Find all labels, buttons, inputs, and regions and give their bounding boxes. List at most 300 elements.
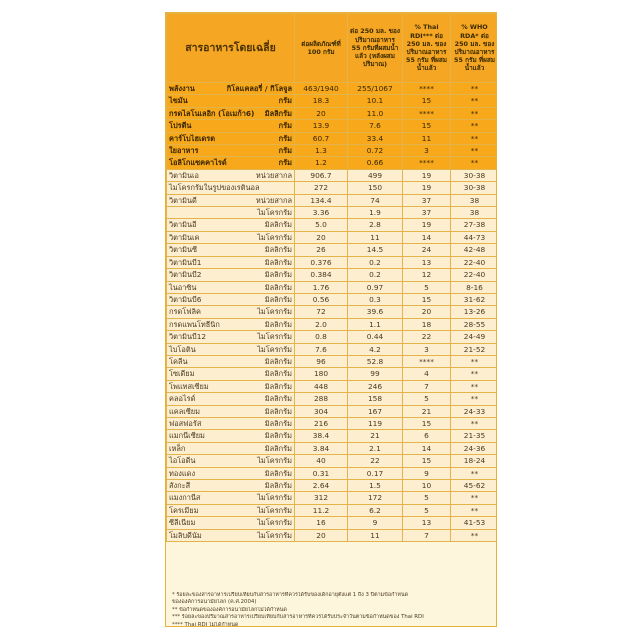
value-cell-4: ** <box>451 504 498 516</box>
nutrient-unit: กรัม <box>278 146 292 156</box>
value-cell-1: 72 <box>295 306 348 318</box>
nutrient-unit: ไมโครกรัม <box>257 208 292 218</box>
value-cell-4: 42-48 <box>451 244 498 256</box>
nutrient-cell <box>167 231 295 243</box>
value-cell-3: **** <box>403 83 451 95</box>
value-cell-4: 41-53 <box>451 517 498 529</box>
table-row <box>167 107 498 119</box>
value-cell-1: 3.36 <box>295 207 348 219</box>
value-cell-1: 304 <box>295 405 348 417</box>
value-cell-2: 167 <box>348 405 403 417</box>
nutrient-name: วิตามินบี12 <box>169 332 207 342</box>
value-cell-1: 448 <box>295 380 348 392</box>
value-cell-1: 463/1940 <box>295 83 348 95</box>
value-cell-3: 5 <box>403 492 451 504</box>
value-cell-4: 24-33 <box>451 405 498 417</box>
value-cell-2: 6.2 <box>348 504 403 516</box>
nutrient-name: ฟอสฟอรัส <box>169 418 202 428</box>
value-cell-1: 20 <box>295 107 348 119</box>
nutrient-name: วิตามินเค <box>169 232 200 242</box>
value-cell-3: 5 <box>403 393 451 405</box>
nutrient-name: คาร์โบไฮเดรต <box>169 133 216 143</box>
value-cell-3: 37 <box>403 207 451 219</box>
nutrient-name: ไนอาซิน <box>169 282 197 292</box>
table-row <box>167 492 498 504</box>
header-per-250ml: ต่อ 250 มล. ของปริมาณอาหาร 55 กรัมที่ผสมน้ำแล้ว (หลังผสมปริมาณ) <box>348 14 403 83</box>
table-row <box>167 430 498 442</box>
value-cell-1: 0.8 <box>295 331 348 343</box>
table-row <box>167 132 498 144</box>
nutrient-name: วิตามินอี <box>169 220 197 230</box>
value-cell-1: 0.384 <box>295 269 348 281</box>
table-row <box>167 455 498 467</box>
value-cell-1: 13.9 <box>295 120 348 132</box>
value-cell-3: 5 <box>403 504 451 516</box>
nutrient-name: ไอโอดีน <box>169 456 196 466</box>
value-cell-2: 2.1 <box>348 442 403 454</box>
nutrient-name: วิตามินบี2 <box>169 270 202 280</box>
nutrient-cell <box>167 281 295 293</box>
value-cell-4: 27-38 <box>451 219 498 231</box>
nutrient-unit: หน่วยสากล <box>255 195 292 205</box>
value-cell-3: 19 <box>403 169 451 181</box>
value-cell-3: 10 <box>403 480 451 492</box>
nutrient-cell <box>167 430 295 442</box>
nutrient-unit: ไมโครกรัม <box>257 307 292 317</box>
value-cell-1: 2.0 <box>295 318 348 330</box>
nutrient-unit: กรัม <box>278 133 292 143</box>
nutrient-name: โอลิโกแซคคาไรด์ <box>169 158 227 168</box>
footnote-line: ขององค์การอนามัยโลก (ค.ศ.2004) <box>172 599 257 606</box>
table-row <box>167 194 498 206</box>
table-row <box>167 256 498 268</box>
table-row <box>167 145 498 157</box>
value-cell-1: 5.0 <box>295 219 348 231</box>
nutrient-name: ทองแดง <box>169 468 196 478</box>
value-cell-2: 150 <box>348 182 403 194</box>
nutrient-name: วิตามินซี <box>169 245 198 255</box>
nutrient-name: กรดไลโนเลอิก (โอเมก้า6) <box>169 108 255 118</box>
nutrient-unit: ไมโครกรัม <box>257 493 292 503</box>
nutrient-cell <box>167 331 295 343</box>
header-thai-rdi: % Thai RDI*** ต่อ 250 มล. ของปริมาณอาหาร 55 กรัม ที่ผสมน้ำแล้ว <box>403 14 451 83</box>
nutrient-cell <box>167 107 295 119</box>
nutrient-cell <box>167 120 295 132</box>
value-cell-3: 7 <box>403 529 451 541</box>
value-cell-1: 0.31 <box>295 467 348 479</box>
table-row <box>167 169 498 181</box>
value-cell-4: ** <box>451 417 498 429</box>
value-cell-4: ** <box>451 95 498 107</box>
nutrient-cell <box>167 132 295 144</box>
value-cell-1: 38.4 <box>295 430 348 442</box>
nutrient-unit: มิลลิกรัม <box>264 369 292 379</box>
value-cell-1: 180 <box>295 368 348 380</box>
value-cell-4: 21-35 <box>451 430 498 442</box>
value-cell-2: 255/1067 <box>348 83 403 95</box>
nutrient-unit: ไมโครกรัม <box>257 456 292 466</box>
nutrient-name: แคลเซียม <box>169 406 200 416</box>
nutrient-cell <box>167 343 295 355</box>
table-row <box>167 244 498 256</box>
table-row <box>167 504 498 516</box>
value-cell-3: 21 <box>403 405 451 417</box>
nutrient-unit: ไมโครกรัม <box>257 344 292 354</box>
nutrient-name: โมลิบดีนัม <box>169 530 202 540</box>
nutrient-unit: มิลลิกรัม <box>264 394 292 404</box>
nutrient-cell <box>167 306 295 318</box>
table-row <box>167 182 498 194</box>
nutrient-cell <box>167 492 295 504</box>
nutrient-unit: มิลลิกรัม <box>264 443 292 453</box>
value-cell-4: 24-49 <box>451 331 498 343</box>
value-cell-3: 19 <box>403 219 451 231</box>
value-cell-2: 0.2 <box>348 256 403 268</box>
value-cell-2: 10.1 <box>348 95 403 107</box>
nutrient-unit: มิลลิกรัม <box>264 294 292 304</box>
nutrient-unit: ไมโครกรัม <box>257 505 292 515</box>
nutrient-unit: ไมโครกรัม <box>257 232 292 242</box>
value-cell-3: **** <box>403 355 451 367</box>
nutrient-cell <box>167 194 295 206</box>
footnote-line: *** ร้อยละของปริมาณสารอาหารเปรียบเทียบกับสารอาหารที่ควรได้รับประจำวันตามข้อกำหนดของ Thai RDI <box>172 614 424 621</box>
nutrient-cell <box>167 95 295 107</box>
nutrient-cell <box>167 405 295 417</box>
value-cell-4: ** <box>451 368 498 380</box>
value-cell-1: 16 <box>295 517 348 529</box>
nutrient-name: วิตามินบี6 <box>169 294 202 304</box>
nutrient-unit: มิลลิกรัม <box>264 270 292 280</box>
value-cell-3: 22 <box>403 331 451 343</box>
nutrient-unit: มิลลิกรัม <box>264 220 292 230</box>
value-cell-2: 22 <box>348 455 403 467</box>
nutrition-table <box>166 13 497 542</box>
table-row <box>167 517 498 529</box>
value-cell-3: 3 <box>403 343 451 355</box>
value-cell-2: 14.5 <box>348 244 403 256</box>
value-cell-4: 30-38 <box>451 169 498 181</box>
value-cell-1: 18.3 <box>295 95 348 107</box>
table-row <box>167 157 498 169</box>
nutrient-unit: ไมโครกรัม <box>257 518 292 528</box>
nutrient-cell <box>167 318 295 330</box>
value-cell-2: 4.2 <box>348 343 403 355</box>
value-cell-3: 13 <box>403 517 451 529</box>
value-cell-1: 1.3 <box>295 145 348 157</box>
nutrient-name: โซเดียม <box>169 369 195 379</box>
table-row <box>167 405 498 417</box>
value-cell-2: 0.66 <box>348 157 403 169</box>
nutrient-cell <box>167 417 295 429</box>
table-row <box>167 442 498 454</box>
value-cell-3: 15 <box>403 417 451 429</box>
value-cell-2: 33.4 <box>348 132 403 144</box>
value-cell-2: 0.44 <box>348 331 403 343</box>
nutrient-unit: มิลลิกรัม <box>264 406 292 416</box>
value-cell-1: 20 <box>295 231 348 243</box>
value-cell-2: 0.72 <box>348 145 403 157</box>
nutrient-name: เหล็ก <box>169 443 186 453</box>
value-cell-4: ** <box>451 393 498 405</box>
value-cell-2: 246 <box>348 380 403 392</box>
nutrient-name: ซีลีเนียม <box>169 518 196 528</box>
nutrient-name: วิตามินดี <box>169 195 197 205</box>
table-row <box>167 480 498 492</box>
table-row <box>167 393 498 405</box>
table-row <box>167 95 498 107</box>
value-cell-2: 39.6 <box>348 306 403 318</box>
value-cell-2: 11 <box>348 529 403 541</box>
value-cell-1: 11.2 <box>295 504 348 516</box>
table-row <box>167 355 498 367</box>
nutrient-name: โคลีน <box>169 356 188 366</box>
value-cell-3: 7 <box>403 380 451 392</box>
value-cell-3: 12 <box>403 269 451 281</box>
value-cell-3: 15 <box>403 293 451 305</box>
nutrient-cell <box>167 368 295 380</box>
value-cell-3: 20 <box>403 306 451 318</box>
value-cell-4: 13-26 <box>451 306 498 318</box>
nutrient-name: คลอไรด์ <box>169 394 196 404</box>
table-row <box>167 219 498 231</box>
nutrient-name: โครเมียม <box>169 505 199 515</box>
nutrient-name: พลังงาน <box>169 84 195 93</box>
value-cell-4: ** <box>451 157 498 169</box>
value-cell-3: 9 <box>403 467 451 479</box>
value-cell-1: 3.84 <box>295 442 348 454</box>
value-cell-1: 1.2 <box>295 157 348 169</box>
value-cell-3: 19 <box>403 182 451 194</box>
value-cell-4: ** <box>451 83 498 95</box>
nutrient-name: สังกะสี <box>169 481 191 490</box>
nutrition-card <box>165 12 497 627</box>
nutrient-cell <box>167 83 295 95</box>
value-cell-4: ** <box>451 107 498 119</box>
value-cell-3: 11 <box>403 132 451 144</box>
table-row <box>167 529 498 541</box>
value-cell-1: 96 <box>295 355 348 367</box>
value-cell-1: 26 <box>295 244 348 256</box>
nutrient-cell <box>167 157 295 169</box>
value-cell-3: 5 <box>403 281 451 293</box>
value-cell-4: 38 <box>451 194 498 206</box>
table-row <box>167 83 498 95</box>
value-cell-1: 1.76 <box>295 281 348 293</box>
value-cell-1: 60.7 <box>295 132 348 144</box>
nutrient-cell <box>167 467 295 479</box>
nutrient-unit: ไมโครกรัม <box>257 332 292 342</box>
nutrient-name: กรดโฟลิค <box>169 307 201 317</box>
nutrient-unit: กรัม <box>278 158 292 168</box>
value-cell-3: 14 <box>403 231 451 243</box>
value-cell-3: **** <box>403 107 451 119</box>
table-row <box>167 120 498 132</box>
value-cell-4: ** <box>451 467 498 479</box>
header-nutrient: สารอาหารโดยเฉลี่ย <box>167 14 295 83</box>
nutrient-name: วิตามินเอ <box>169 170 199 180</box>
value-cell-2: 1.5 <box>348 480 403 492</box>
value-cell-3: 4 <box>403 368 451 380</box>
nutrient-cell <box>167 355 295 367</box>
value-cell-4: 38 <box>451 207 498 219</box>
value-cell-2: 1.9 <box>348 207 403 219</box>
nutrient-name: แมกนีเซียม <box>169 431 205 441</box>
nutrient-name: วิตามินบี1 <box>169 257 202 267</box>
header-who-rda: % WHO RDA* ต่อ 250 มล. ของปริมาณอาหาร 55 กรัม ที่ผสมน้ำแล้ว <box>451 14 498 83</box>
value-cell-4: ** <box>451 355 498 367</box>
nutrient-unit: กรัม <box>278 96 292 106</box>
value-cell-2: 499 <box>348 169 403 181</box>
nutrient-unit: มิลลิกรัม <box>264 245 292 255</box>
table-row <box>167 231 498 243</box>
value-cell-2: 0.17 <box>348 467 403 479</box>
value-cell-4: 45-62 <box>451 480 498 492</box>
nutrient-cell <box>167 480 295 492</box>
value-cell-4: 22-40 <box>451 256 498 268</box>
nutrient-unit: มิลลิกรัม <box>264 282 292 292</box>
nutrient-cell <box>167 504 295 516</box>
value-cell-1: 0.376 <box>295 256 348 268</box>
table-row <box>167 331 498 343</box>
value-cell-2: 11.0 <box>348 107 403 119</box>
nutrient-unit: มิลลิกรัม <box>264 108 292 118</box>
value-cell-3: 3 <box>403 145 451 157</box>
header-per-100g: ต่อผลิตภัณฑ์ที่ 100 กรัม <box>295 14 348 83</box>
table-header-row <box>167 14 498 83</box>
nutrient-name: ไขมัน <box>169 96 188 106</box>
value-cell-2: 7.6 <box>348 120 403 132</box>
nutrient-cell <box>167 269 295 281</box>
nutrient-unit: มิลลิกรัม <box>264 381 292 391</box>
value-cell-1: 7.6 <box>295 343 348 355</box>
value-cell-4: ** <box>451 380 498 392</box>
nutrient-unit: กรัม <box>278 121 292 131</box>
value-cell-4: 24-36 <box>451 442 498 454</box>
value-cell-1: 288 <box>295 393 348 405</box>
table-row <box>167 306 498 318</box>
nutrient-unit: มิลลิกรัม <box>264 418 292 428</box>
value-cell-3: 13 <box>403 256 451 268</box>
nutrient-cell <box>167 169 295 181</box>
value-cell-3: 15 <box>403 120 451 132</box>
value-cell-2: 172 <box>348 492 403 504</box>
value-cell-1: 20 <box>295 529 348 541</box>
value-cell-4: 21-52 <box>451 343 498 355</box>
nutrient-cell <box>167 293 295 305</box>
value-cell-3: 24 <box>403 244 451 256</box>
value-cell-1: 134.4 <box>295 194 348 206</box>
value-cell-2: 99 <box>348 368 403 380</box>
value-cell-4: 30-38 <box>451 182 498 194</box>
nutrient-unit: มิลลิกรัม <box>264 468 292 478</box>
table-row <box>167 269 498 281</box>
nutrient-cell <box>167 393 295 405</box>
value-cell-4: ** <box>451 145 498 157</box>
nutrient-cell <box>167 529 295 541</box>
value-cell-4: 18-24 <box>451 455 498 467</box>
value-cell-2: 21 <box>348 430 403 442</box>
value-cell-3: 18 <box>403 318 451 330</box>
table-row <box>167 343 498 355</box>
nutrient-name: โพแทสเซียม <box>169 381 209 391</box>
nutrient-unit: มิลลิกรัม <box>264 431 292 441</box>
value-cell-4: 31-62 <box>451 293 498 305</box>
nutrient-name: ไบโอติน <box>169 344 196 354</box>
nutrient-cell <box>167 145 295 157</box>
nutrient-unit: กิโลแคลอรี่ / กิโลจูล <box>226 84 292 93</box>
nutrient-unit: มิลลิกรัม <box>264 319 292 329</box>
table-row <box>167 368 498 380</box>
value-cell-2: 0.3 <box>348 293 403 305</box>
footnote-line: ** ข้อกำหนดขององค์การอนามัยโลกไม่ได้กำหนด <box>172 606 287 613</box>
value-cell-3: 37 <box>403 194 451 206</box>
value-cell-1: 272 <box>295 182 348 194</box>
nutrient-unit: มิลลิกรัม <box>264 257 292 267</box>
footnote-line: **** Thai RDI ไม่ได้กำหนด <box>172 621 239 627</box>
value-cell-2: 0.97 <box>348 281 403 293</box>
nutrient-unit: ไมโครกรัม <box>257 530 292 540</box>
nutrient-cell <box>167 256 295 268</box>
value-cell-2: 2.8 <box>348 219 403 231</box>
nutrient-name: ไมโครกรัมในรูปของเรตินอล <box>169 183 260 193</box>
nutrient-cell <box>167 442 295 454</box>
value-cell-1: 2.64 <box>295 480 348 492</box>
value-cell-1: 40 <box>295 455 348 467</box>
value-cell-1: 312 <box>295 492 348 504</box>
table-row <box>167 293 498 305</box>
value-cell-2: 158 <box>348 393 403 405</box>
table-row <box>167 467 498 479</box>
value-cell-4: 22-40 <box>451 269 498 281</box>
value-cell-4: 8-16 <box>451 281 498 293</box>
nutrient-cell <box>167 517 295 529</box>
value-cell-3: **** <box>403 157 451 169</box>
value-cell-1: 216 <box>295 417 348 429</box>
value-cell-3: 15 <box>403 455 451 467</box>
nutrient-name: แมงกานีส <box>169 493 201 503</box>
nutrient-unit: มิลลิกรัม <box>264 481 292 490</box>
value-cell-3: 15 <box>403 95 451 107</box>
nutrient-name: กรดแพนโทธีนิก <box>169 319 220 329</box>
nutrient-cell <box>167 455 295 467</box>
value-cell-2: 0.2 <box>348 269 403 281</box>
value-cell-2: 52.8 <box>348 355 403 367</box>
footnote-line: * ร้อยละของสารอาหารเปรียบเทียบกับสารอาหารที่ควรได้รับของเด็กอายุตั้งแต่ 1 ถึง 3 ปีตามข้อกำหนด <box>172 592 409 598</box>
value-cell-4: 44-73 <box>451 231 498 243</box>
nutrient-name: ใยอาหาร <box>169 146 199 156</box>
value-cell-4: ** <box>451 120 498 132</box>
value-cell-2: 9 <box>348 517 403 529</box>
table-row <box>167 380 498 392</box>
nutrient-name: โปรตีน <box>169 121 192 131</box>
table-row <box>167 207 498 219</box>
value-cell-4: ** <box>451 132 498 144</box>
nutrient-cell <box>167 182 295 194</box>
value-cell-1: 906.7 <box>295 169 348 181</box>
value-cell-2: 119 <box>348 417 403 429</box>
nutrient-unit: มิลลิกรัม <box>264 356 292 366</box>
value-cell-4: 28-55 <box>451 318 498 330</box>
nutrient-cell <box>167 207 295 219</box>
value-cell-3: 6 <box>403 430 451 442</box>
value-cell-3: 14 <box>403 442 451 454</box>
value-cell-4: ** <box>451 492 498 504</box>
nutrient-cell <box>167 219 295 231</box>
footnotes <box>166 588 496 626</box>
nutrient-unit: หน่วยสากล <box>255 170 292 180</box>
value-cell-2: 11 <box>348 231 403 243</box>
table-row <box>167 318 498 330</box>
